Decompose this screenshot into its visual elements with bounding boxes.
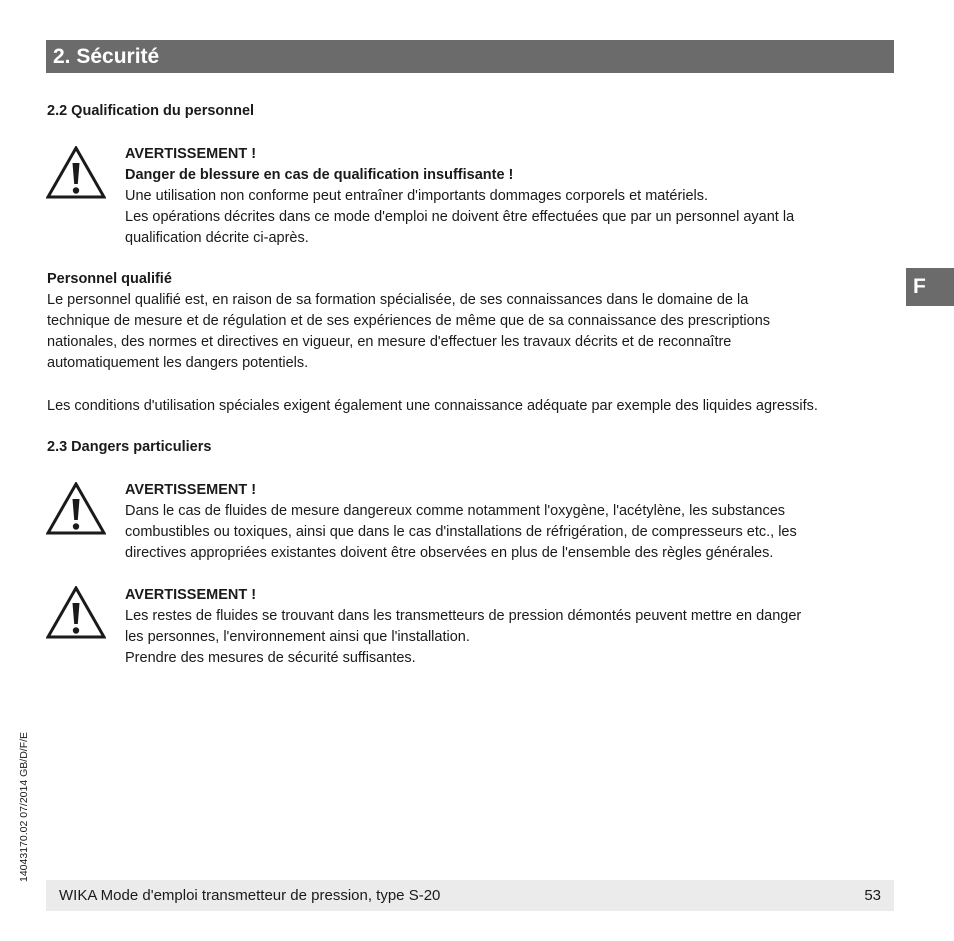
warning-text-line: Une utilisation non conforme peut entraîner d'importants dommages corporels et matériels. (125, 188, 709, 204)
warning-text-line: les personnes, l'environnement ainsi que l'installation. (125, 629, 470, 645)
language-tab-label: F (913, 275, 926, 298)
footer-title: WIKA Mode d'emploi transmetteur de pression, type S-20 (59, 887, 441, 904)
warning-label: AVERTISSEMENT ! (125, 146, 257, 162)
special-conditions-text (47, 396, 892, 417)
warning-text-line: Les opérations décrites dans ce mode d'emploi ne doivent être effectuées que par un personnel ayant la (125, 209, 795, 225)
qualified-text-line: nationales, des normes et directives en vigueur, en mesure d'effectuer les travaux décrits et de reconnaître (47, 334, 732, 350)
warning-subtitle: Danger de blessure en cas de qualification insuffisante ! (125, 167, 514, 183)
section-header (46, 40, 894, 73)
conditions-line: Les conditions d'utilisation spéciales exigent également une connaissance adéquate par exemple des liquides agressifs. (47, 398, 818, 414)
subsection-heading-2-3: 2.3 Dangers particuliers (47, 439, 212, 455)
warning-label: AVERTISSEMENT ! (125, 587, 257, 603)
warning-block-qualification (125, 144, 885, 249)
language-tab (906, 268, 954, 306)
section-title: 2. Sécurité (53, 45, 160, 68)
qualified-text-line: Le personnel qualifié est, en raison de sa formation spécialisée, de ses connaissances dans le domaine de la (47, 292, 749, 308)
warning-text-line: Les restes de fluides se trouvant dans les transmetteurs de pression démontés peuvent mettre en danger (125, 608, 802, 624)
warning-block-residual-fluids (125, 585, 885, 669)
qualified-text-line: automatiquement les dangers potentiels. (47, 355, 309, 371)
warning-text-line: Prendre des mesures de sécurité suffisantes. (125, 650, 416, 666)
warning-block-dangerous-fluids (125, 480, 885, 564)
warning-text-line: qualification décrite ci-après. (125, 230, 309, 246)
qualified-text-line: technique de mesure et de régulation et de ses expériences de même que de sa connaissance des prescriptions (47, 313, 771, 329)
warning-triangle-icon (46, 146, 106, 199)
document-code: 14043170.02 07/2014 GB/D/F/E (18, 731, 30, 882)
warning-triangle-icon (46, 482, 106, 535)
warning-label: AVERTISSEMENT ! (125, 482, 257, 498)
subsection-heading-2-2: 2.2 Qualification du personnel (47, 103, 255, 119)
warning-text-line: Dans le cas de fluides de mesure dangereux comme notamment l'oxygène, l'acétylène, les substances (125, 503, 786, 519)
warning-triangle-icon (46, 586, 106, 639)
qualified-heading: Personnel qualifié (47, 271, 172, 287)
warning-text-line: combustibles ou toxiques, ainsi que dans le cas d'installations de réfrigération, de compresseurs etc., les (125, 524, 797, 540)
page-number: 53 (864, 887, 881, 904)
warning-text-line: directives appropriées existantes doivent être observées en plus de l'ensemble des règles générales. (125, 545, 774, 561)
page-footer (46, 880, 894, 911)
qualified-personnel-section (47, 269, 892, 374)
